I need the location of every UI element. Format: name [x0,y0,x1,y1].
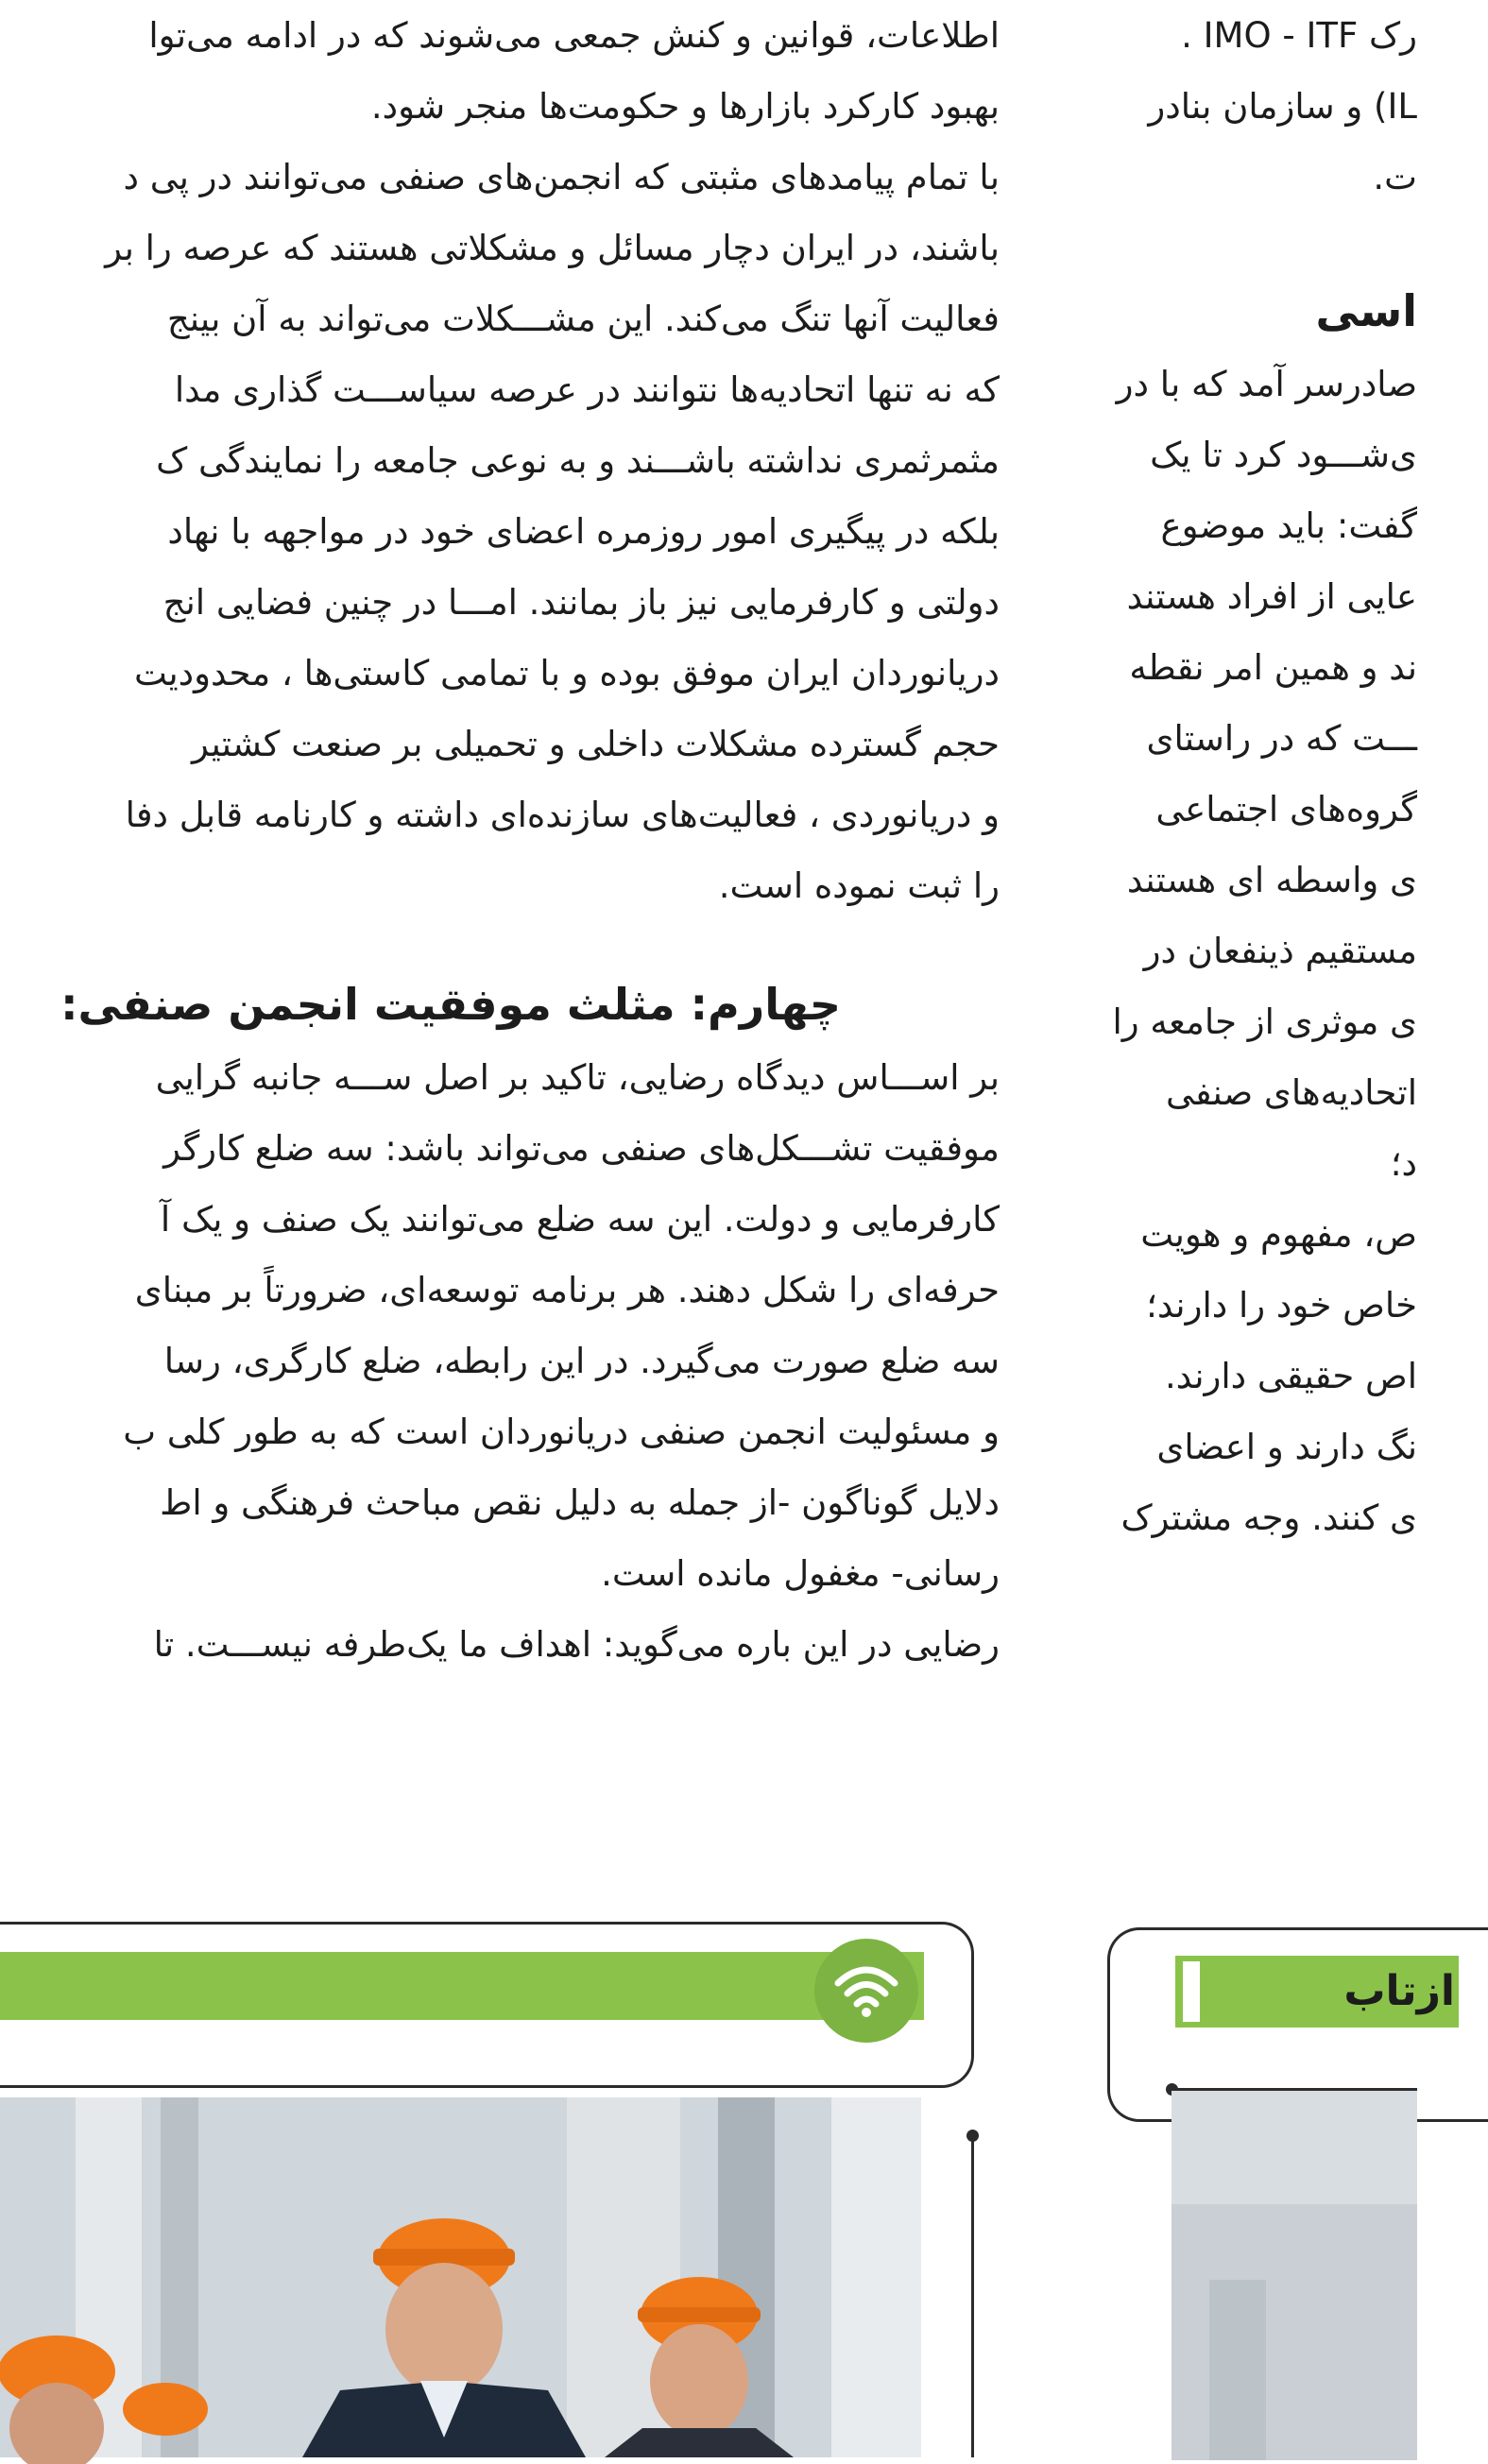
text-line: ص، مفهوم و هویت [1140,1214,1417,1255]
text-line: بلکه در پیگیری امور روزمره اعضای خود در مواجهه با نهاد [167,511,1000,552]
right-news-photo [1172,2088,1417,2460]
right-article-column [1105,0,1417,1553]
text-line: د؛ [1390,1143,1417,1184]
text-line: گفت: باید موضوع [1160,505,1417,546]
left-paragraphs-bottom [0,1042,1000,1680]
text-line: موفقیت تشـــکل‌های صنفی می‌تواند باشد: سه ضلع کارگر [163,1128,1000,1169]
text-line: صادرسر آمد که با در [1116,364,1417,404]
text-line: باشند، در ایران دچار مسائل و مشکلاتی هستند که عرصه را بر [105,228,1000,268]
text-line: دولتی و کارفرمایی نیز باز بمانند. امـــا در چنین فضایی انج [162,582,1000,623]
banner-notch [1183,1961,1200,2022]
news-photo [0,2097,921,2457]
text-line: و مسئولیت انجمن صنفی دریانوردان است که به طور کلی ب [123,1412,1000,1452]
wifi-icon [814,1939,918,2043]
text-line: با تمام پیامدهای مثبتی که انجمن‌های صنفی می‌توانند در پی د [123,157,1000,197]
text-line: ت. [1373,157,1417,197]
text-line: را ثبت نموده است. [718,865,1000,906]
left-article-column [0,0,1000,1680]
text-line: بر اســـاس دیدگاه رضایی، تاکید بر اصل ســـه جانبه گرایی [155,1057,1000,1098]
photo-pin-line [971,2135,974,2457]
text-line: نگ دارند و اعضای [1156,1427,1417,1467]
text-line: بهبود کارکرد بازارها و حکومت‌ها منجر شود. [370,86,1000,127]
left-paragraphs-top [0,0,1000,921]
text-line: رک IMO - ITF . [1181,15,1417,56]
text-line: سه ضلع صورت می‌گیرد. در این رابطه، ضلع کارگری، رسا [163,1341,1000,1381]
text-line: ـــت که در راستای [1146,718,1417,759]
text-line: اص حقیقی دارند. [1165,1356,1417,1396]
text-line: حجم گسترده مشکلات داخلی و تحمیلی بر صنعت کشتیر [192,724,1000,764]
text-line: که نه تنها اتحادیه‌ها نتوانند در عرصه سیاســـت گذاری مدا [174,369,1000,410]
text-line: عایی از افراد هستند [1126,576,1417,617]
text-line: IL) و سازمان بنادر [1148,86,1417,127]
text-line: مستقیم ذینفعان در [1143,931,1417,971]
text-line: فعالیت آنها تنگ می‌کند. این مشـــکلات می‌تواند به آن بینج [166,299,1000,339]
text-line: رضایی در این باره می‌گوید: اهداف ما یک‌طرفه نیســـت. تا [153,1624,1000,1665]
text-line: ی موثری از جامعه را [1112,1001,1417,1042]
text-line: دلایل گوناگون -از جمله به دلیل نقص مباحث فرهنگی و اط [160,1482,1000,1523]
text-line: گروه‌های اجتماعی [1155,789,1417,830]
text-line: خاص خود را دارند؛ [1146,1285,1417,1326]
text-line: کارفرمایی و دولت. این سه ضلع می‌توانند یک صنف و یک آ [160,1199,1000,1240]
text-line: اطلاعات، قوانین و کنش جمعی می‌شوند که در ادامه می‌توا [148,15,1000,56]
right-section-banner-label: ازتاب [1343,1967,1455,2015]
text-line: و دریانوردی ، فعالیت‌های سازنده‌ای داشته و کارنامه قابل دفا [125,795,1000,835]
text-line: حرفه‌ای را شکل دهند. هر برنامه توسعه‌ای، ضرورتاً بر مبنای [134,1270,1000,1310]
text-line: اتحادیه‌های صنفی [1166,1072,1417,1113]
text-line: مثمرثمری نداشته باشـــند و به نوعی جامعه را نمایندگی ک [156,440,1000,481]
text-line: ی‌شـــود کرد تا یک [1150,435,1417,475]
text-line: دریانوردان ایران موفق بوده و با تمامی کاستی‌ها ، محدودیت [134,653,1000,693]
section-heading: چهارم: مثلث موفقیت انجمن صنفی: [60,979,841,1030]
text-line: ند و همین امر نقطه [1129,647,1417,688]
text-line: ی کنند. وجه مشترک [1120,1497,1417,1538]
photo-pin-dot [966,2130,979,2142]
media-section-banner [0,1952,924,2020]
text-line: رسانی- مغفول مانده است. [601,1553,1000,1594]
text-line: ی واسطه ای هستند [1126,860,1417,900]
right-section-heading: اسی [1315,285,1417,336]
